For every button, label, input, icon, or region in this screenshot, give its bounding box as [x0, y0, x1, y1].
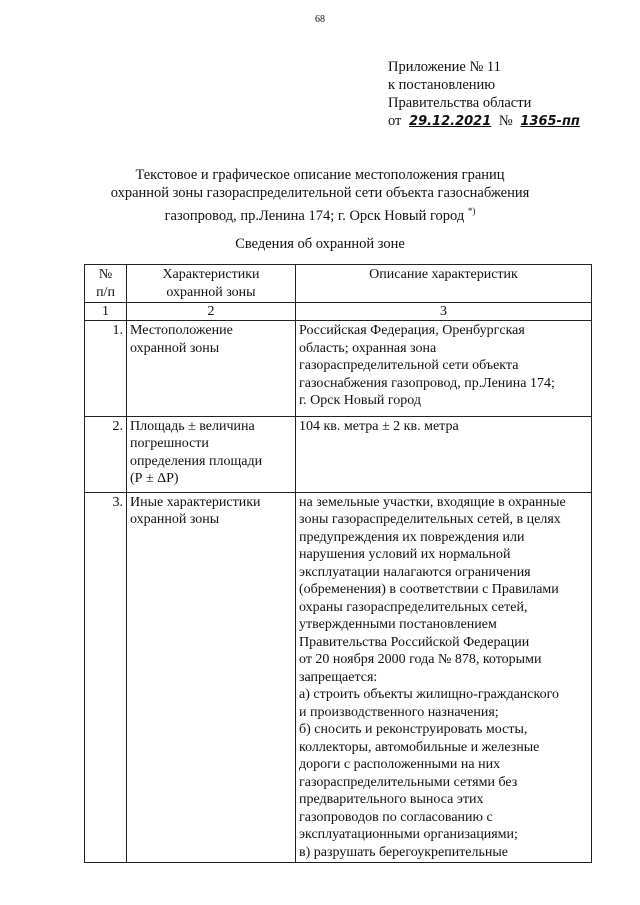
row-description: 104 кв. метра ± 2 кв. метра [296, 416, 592, 492]
appendix-number-label: № [498, 113, 513, 129]
header-number: № п/п [85, 265, 127, 303]
page-number: 68 [315, 14, 325, 25]
table-row [85, 416, 592, 492]
table-row [85, 492, 592, 863]
appendix-date: 29.12.2021 [409, 114, 492, 129]
appendix-number: 1365-пп [520, 114, 580, 129]
row-number: 2. [85, 416, 127, 492]
title-line-3-text: газопровод, пр.Ленина 174; г. Орск Новый город [164, 207, 465, 224]
title-line-1: Текстовое и графическое описание местоположения границ [135, 167, 505, 183]
column-number-row [85, 303, 592, 321]
row-characteristic: Местоположение охранной зоны [127, 321, 296, 417]
header-characteristic: Характеристики охранной зоны [127, 265, 296, 303]
zone-info-table [84, 264, 592, 863]
appendix-resolution: к постановлению [388, 77, 496, 93]
row-description: на земельные участки, входящие в охранные зоны газораспределительных сетей, в целях предупреждения их повреждения или нарушения условий их нормальной эксплуатации налагаются ограничения (обременения) в соответствии с Правилами охраны газораспределительных сетей, утвержденными постановлением Правительства Российской Федерации от 20 ноября 2000 года № 878, которыми запрещается: а) строить объекты жилищно-гражданского и производственного назначения; б) сносить и реконструировать мосты, коллекторы, автомобильные и железные дороги с расположенными на них газораспределительными сетями без предварительного выноса этих газопроводов по согласованию с эксплуатационными организациями; в) разрушать берегоукрепительные [296, 492, 592, 863]
header-description: Описание характеристик [296, 265, 592, 303]
table-header-row [85, 265, 592, 303]
row-number: 1. [85, 321, 127, 417]
column-number: 3 [296, 303, 592, 321]
column-number: 2 [127, 303, 296, 321]
row-characteristic: Иные характеристики охранной зоны [127, 492, 296, 863]
title-line-3 [80, 202, 560, 225]
appendix-title: Приложение № 11 [388, 59, 501, 75]
appendix-date-line [388, 112, 584, 131]
title-line-2: охранной зоны газораспределительной сети объекта газоснабжения [110, 185, 530, 201]
section-subtitle: Сведения об охранной зоне [235, 236, 405, 252]
row-characteristic: Площадь ± величина погрешности определения площади (Р ± ΔР) [127, 416, 296, 492]
document-title [80, 166, 560, 225]
footnote-mark: *) [467, 206, 476, 216]
appendix-block [388, 58, 584, 131]
row-description: Российская Федерация, Оренбургская область; охранная зона газораспределительной сети объекта газоснабжения газопровод, пр.Ленина 174; г. Орск Новый город [296, 321, 592, 417]
appendix-from-label: от [388, 113, 402, 129]
appendix-government: Правительства области [388, 95, 532, 111]
table-row [85, 321, 592, 417]
column-number: 1 [85, 303, 127, 321]
row-number: 3. [85, 492, 127, 863]
